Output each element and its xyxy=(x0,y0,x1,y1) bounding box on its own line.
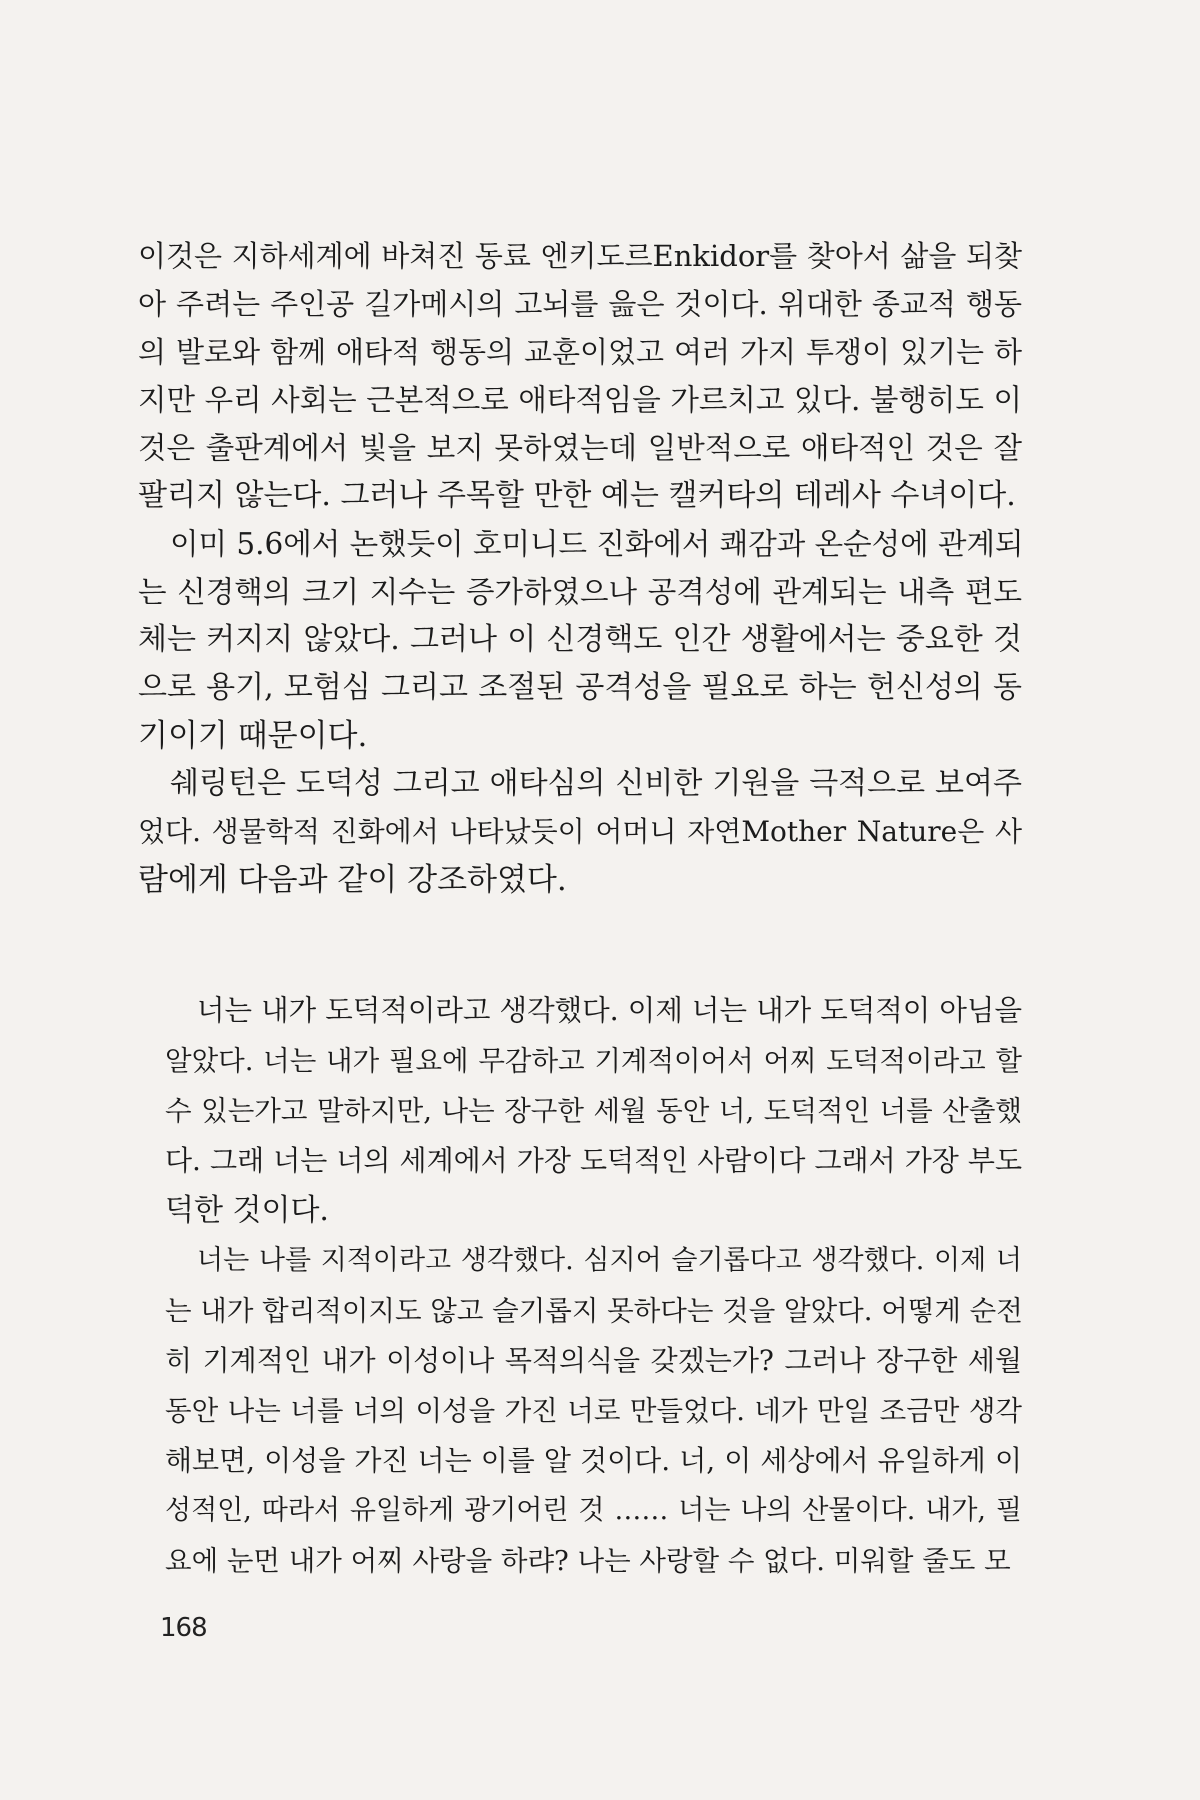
quote-paragraph-1 xyxy=(165,986,1022,1236)
text-line: 지만 우리 사회는 근본적으로 애타적임을 가르치고 있다. 불행히도 이 xyxy=(138,383,1022,417)
text-line: 의 발로와 함께 애타적 행동의 교훈이었고 여러 가지 투쟁이 있기는 하 xyxy=(138,335,1022,369)
text-line: 쉐링턴은 도덕성 그리고 애타심의 신비한 기원을 극적으로 보여주 xyxy=(170,766,1022,801)
quote-line: 알았다. 너는 내가 필요에 무감하고 기계적이어서 어찌 도덕적이라고 할 xyxy=(165,1045,1022,1077)
text-line: 는 신경핵의 크기 지수는 증가하였으나 공격성에 관계되는 내측 편도 xyxy=(138,575,1022,609)
quote-line: 성적인, 따라서 유일하게 광기어린 것 …… 너는 나의 산물이다. 내가, 필 xyxy=(165,1495,1022,1526)
text-line: 아 주려는 주인공 길가메시의 고뇌를 읊은 것이다. 위대한 종교적 행동 xyxy=(138,287,1022,321)
quote-line: 요에 눈먼 내가 어찌 사랑을 하랴? 나는 사랑할 수 없다. 미워할 줄도 모 xyxy=(165,1545,1011,1577)
quote-paragraph-2 xyxy=(165,1236,1022,1586)
block-quote xyxy=(165,986,1022,1586)
text-line: 체는 커지지 않았다. 그러나 이 신경핵도 인간 생활에서는 중요한 것 xyxy=(138,622,1022,657)
paragraph-3 xyxy=(138,760,1022,904)
text-line: 기이기 때문이다. xyxy=(138,718,368,754)
body-text xyxy=(138,232,1022,904)
text-line: 것은 출판계에서 빛을 보지 못하였는데 일반적으로 애타적인 것은 잘 xyxy=(138,431,1022,465)
quote-line: 동안 나는 너를 너의 이성을 가진 너로 만들었다. 네가 만일 조금만 생각 xyxy=(165,1395,1022,1427)
text-line: 이것은 지하세계에 바쳐진 동료 엔키도르Enkidor를 찾아서 삶을 되찾 xyxy=(138,239,1022,273)
text-line: 팔리지 않는다. 그러나 주목할 만한 예는 캘커타의 테레사 수녀이다. xyxy=(138,478,1016,513)
quote-line: 다. 그래 너는 너의 세계에서 가장 도덕적인 사람이다 그래서 가장 부도 xyxy=(165,1144,1022,1177)
quote-line: 는 내가 합리적이지도 않고 슬기롭지 못하다는 것을 알았다. 어떻게 순전 xyxy=(165,1295,1023,1327)
quote-line: 너는 내가 도덕적이라고 생각했다. 이제 너는 내가 도덕적이 아님을 xyxy=(197,994,1022,1027)
quote-line: 수 있는가고 말하지만, 나는 장구한 세월 동안 너, 도덕적인 너를 산출했 xyxy=(165,1095,1022,1127)
text-line: 이미 5.6에서 논했듯이 호미니드 진화에서 쾌감과 온순성에 관계되 xyxy=(170,527,1024,561)
quote-line: 덕한 것이다. xyxy=(165,1193,329,1228)
quote-line: 해보면, 이성을 가진 너는 이를 알 것이다. 너, 이 세상에서 유일하게 이 xyxy=(165,1444,1022,1477)
text-line: 람에게 다음과 같이 강조하였다. xyxy=(138,862,567,898)
quote-line: 너는 나를 지적이라고 생각했다. 심지어 슬기롭다고 생각했다. 이제 너 xyxy=(197,1245,1022,1276)
paragraph-2 xyxy=(138,520,1022,760)
quote-line: 히 기계적인 내가 이성이나 목적의식을 갖겠는가? 그러나 장구한 세월 xyxy=(165,1344,1022,1377)
text-line: 으로 용기, 모험심 그리고 조절된 공격성을 필요로 하는 헌신성의 동 xyxy=(138,670,1022,705)
paragraph-1 xyxy=(138,232,1022,520)
text-line: 었다. 생물학적 진화에서 나타났듯이 어머니 자연Mother Nature은 사 xyxy=(138,815,1022,848)
page-number: 168 xyxy=(160,1613,207,1643)
